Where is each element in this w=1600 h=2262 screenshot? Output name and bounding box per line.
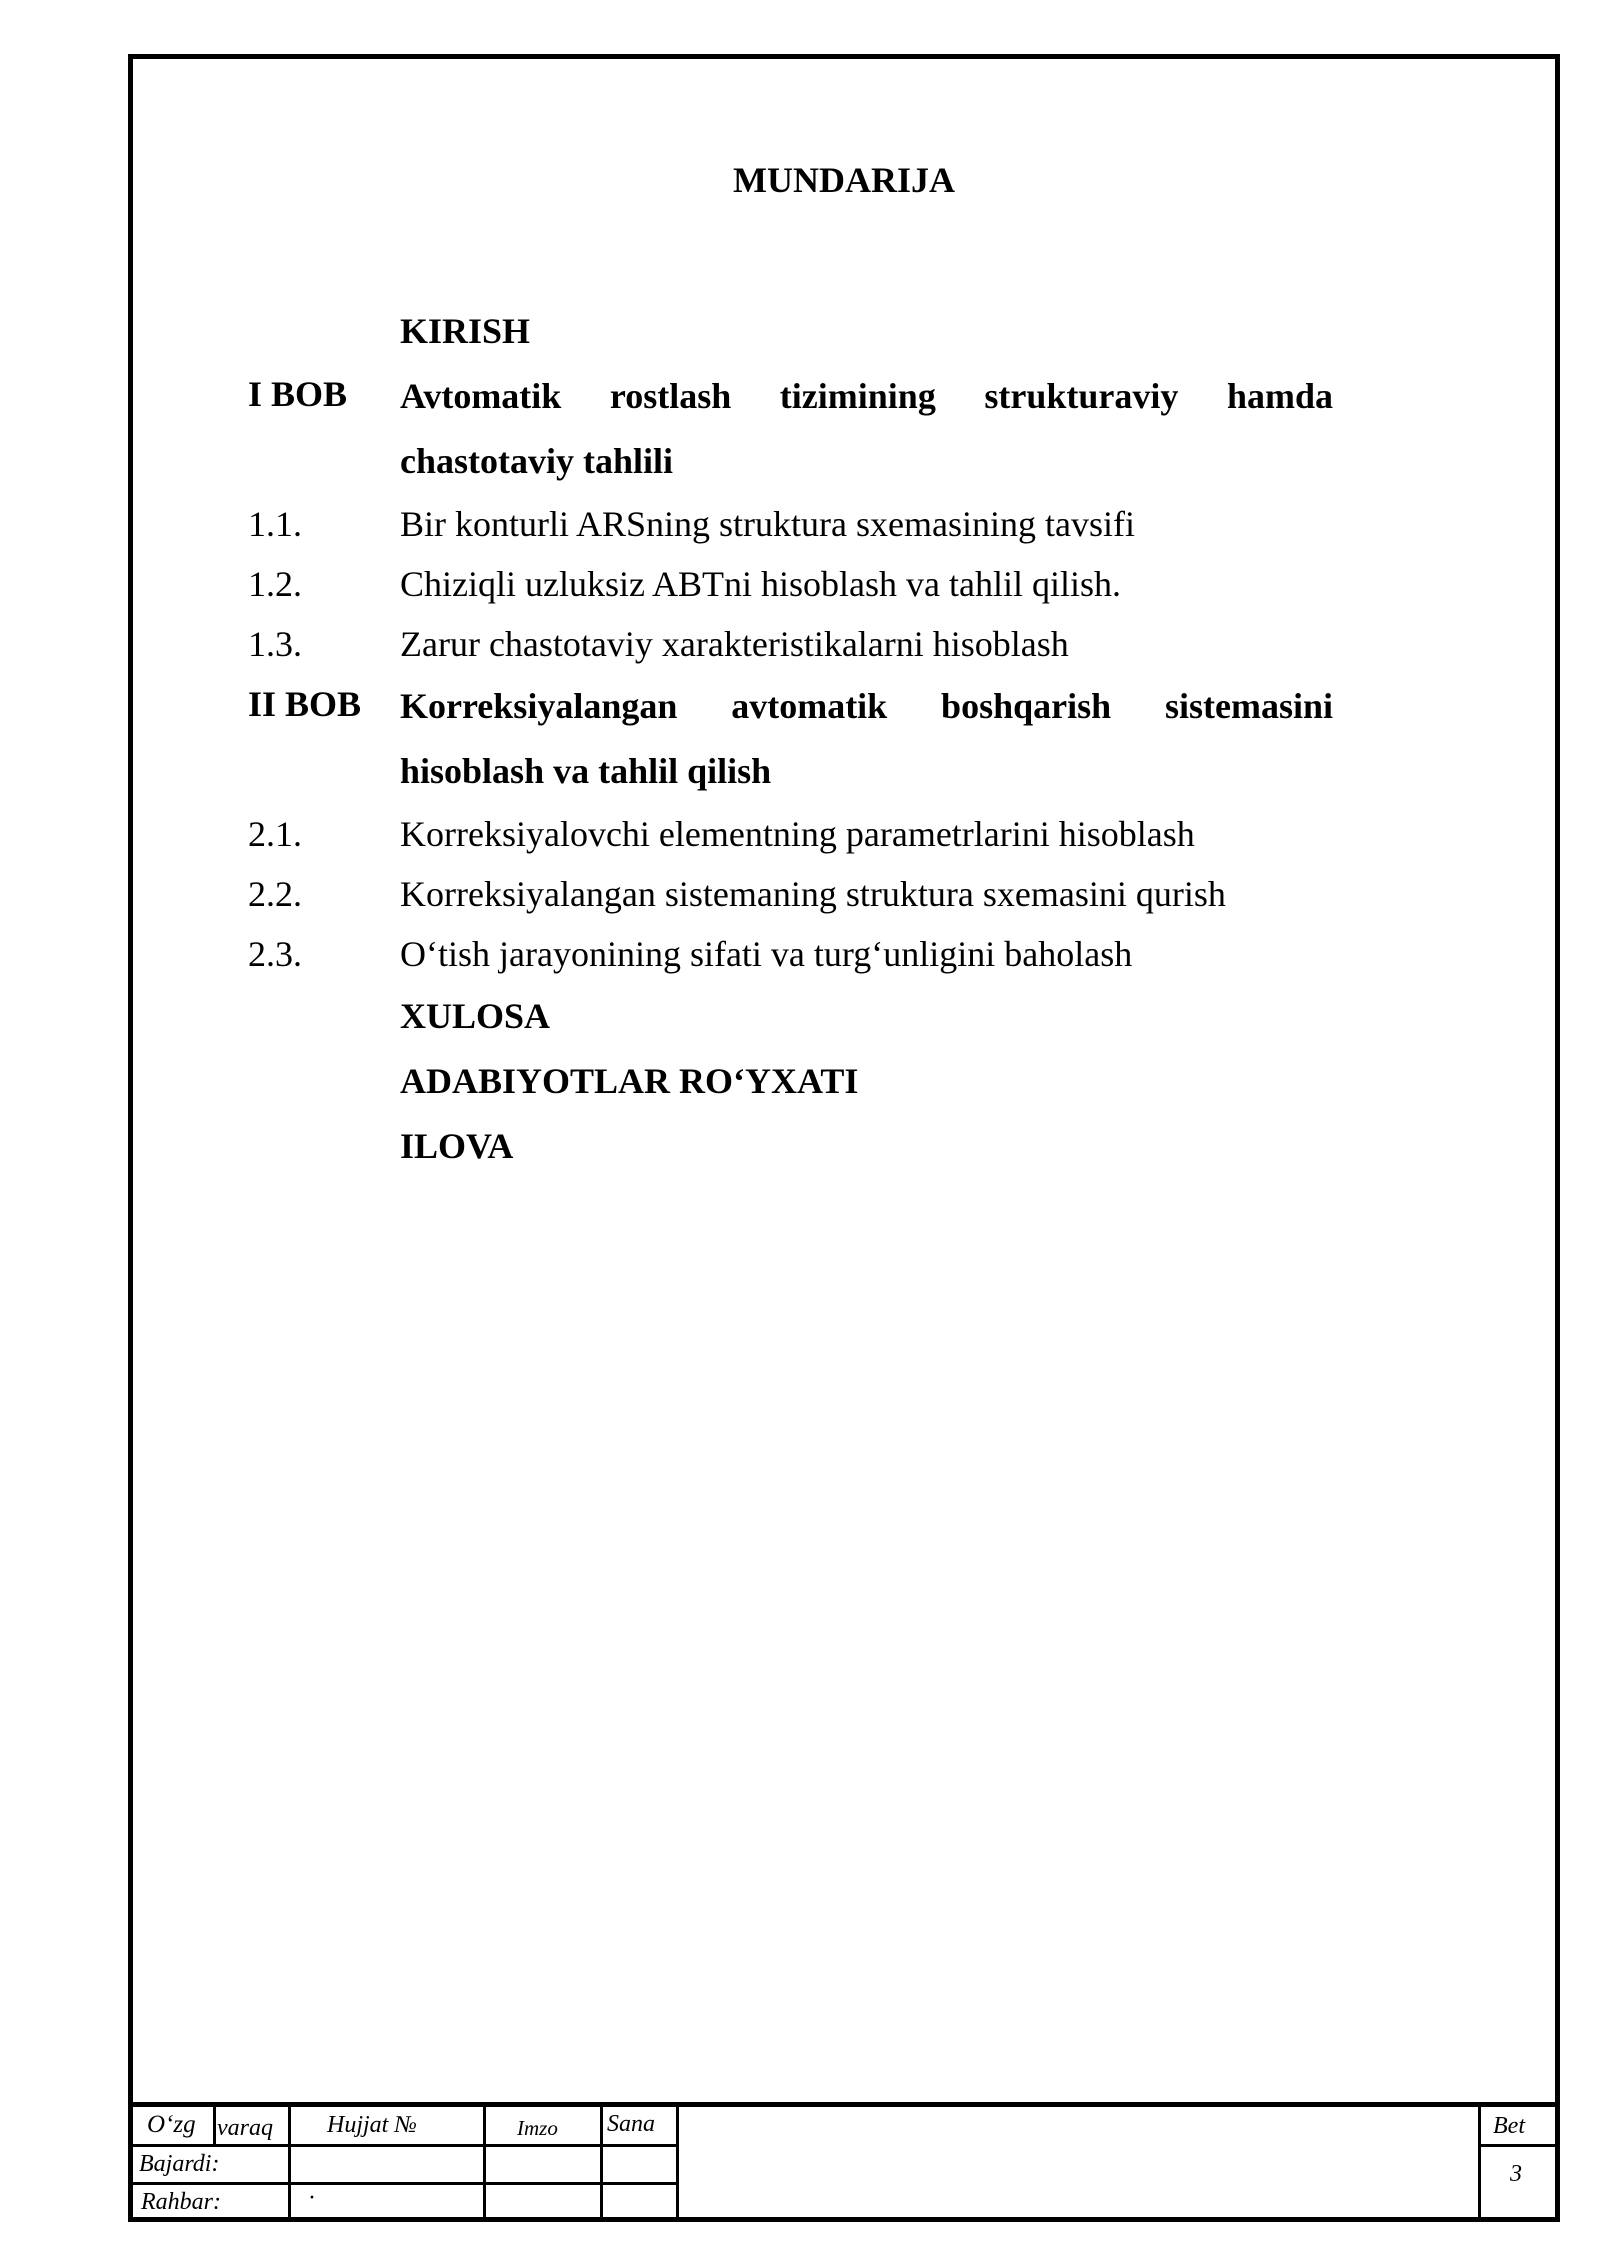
toc-text: Korreksiyalangan sistemaning struktura sxemasini qurish bbox=[400, 874, 1226, 914]
stamp-divider bbox=[1478, 2107, 1481, 2217]
page-title: MUNDARIJA bbox=[733, 160, 955, 200]
stamp-dot: · bbox=[308, 2185, 316, 2211]
toc-text: ILOVA bbox=[400, 1126, 514, 1166]
stamp-divider bbox=[600, 2107, 603, 2217]
toc-text: Korreksiyalovchi elementning parametrlarini hisoblash bbox=[400, 814, 1195, 854]
stamp-divider bbox=[133, 2182, 678, 2185]
toc-number: 1.1. bbox=[248, 504, 302, 544]
stamp-divider bbox=[483, 2107, 486, 2217]
stamp-bet-label: Bet bbox=[1493, 2113, 1525, 2139]
stamp-divider bbox=[676, 2107, 679, 2217]
toc-text: O‘tish jarayonining sifati va turg‘unligini baholash bbox=[400, 934, 1133, 974]
stamp-ozg-label: O‘zg bbox=[147, 2111, 196, 2138]
stamp-bajardi-label: Bajardi: bbox=[139, 2151, 220, 2177]
stamp-hujjat-label: Hujjat № bbox=[327, 2112, 417, 2138]
toc-text: Korreksiyalangan avtomatik boshqarish sistemasini hisoblash va tahlil qilish bbox=[400, 686, 1333, 791]
toc-number: 2.1. bbox=[248, 814, 302, 854]
toc-entry-1-3[interactable] bbox=[248, 614, 1333, 674]
toc-text: ADABIYOTLAR RO‘YXATI bbox=[400, 1061, 859, 1101]
stamp-varaq-label: varaq bbox=[217, 2115, 273, 2141]
stamp-divider bbox=[213, 2107, 216, 2147]
toc-entry-2-2[interactable] bbox=[248, 864, 1333, 924]
title-block-stamp bbox=[133, 2102, 1555, 2217]
toc-number: I BOB bbox=[248, 374, 348, 414]
toc-number bbox=[248, 299, 400, 364]
page-frame bbox=[128, 54, 1560, 2222]
toc-entry-1-1[interactable] bbox=[248, 494, 1333, 554]
stamp-rahbar-label: Rahbar: bbox=[141, 2189, 221, 2215]
table-of-contents bbox=[248, 299, 1333, 1179]
stamp-divider bbox=[1478, 2144, 1560, 2147]
toc-text: Avtomatik rostlash tizimining strukturaviy hamda chastotaviy tahlili bbox=[400, 376, 1333, 481]
toc-text: Bir konturli ARSning struktura sxemasining tavsifi bbox=[400, 504, 1135, 544]
toc-number: II BOB bbox=[248, 684, 362, 724]
toc-number bbox=[248, 1049, 400, 1114]
toc-entry-kirish[interactable] bbox=[248, 299, 1333, 364]
toc-entry-2-3[interactable] bbox=[248, 924, 1333, 984]
toc-number: 2.2. bbox=[248, 874, 302, 914]
toc-entry-2-1[interactable] bbox=[248, 804, 1333, 864]
toc-text: XULOSA bbox=[400, 996, 551, 1036]
toc-entry-1-2[interactable] bbox=[248, 554, 1333, 614]
toc-number bbox=[248, 984, 400, 1049]
stamp-sana-label: Sana bbox=[607, 2111, 655, 2137]
stamp-divider bbox=[133, 2144, 678, 2147]
toc-entry-adabiyotlar[interactable] bbox=[248, 1049, 1333, 1114]
toc-entry-xulosa[interactable] bbox=[248, 984, 1333, 1049]
stamp-page-number: 3 bbox=[1510, 2161, 1522, 2187]
toc-number: 2.3. bbox=[248, 934, 302, 974]
toc-text: Zarur chastotaviy xarakteristikalarni hisoblash bbox=[400, 624, 1069, 664]
toc-text: Chiziqli uzluksiz ABTni hisoblash va tahlil qilish. bbox=[400, 564, 1121, 604]
toc-text: KIRISH bbox=[400, 311, 531, 351]
toc-entry-ilova[interactable] bbox=[248, 1114, 1333, 1179]
toc-number: 1.2. bbox=[248, 564, 302, 604]
toc-number: 1.3. bbox=[248, 624, 302, 664]
toc-entry-chapter-2[interactable] bbox=[248, 674, 1333, 804]
toc-number bbox=[248, 1114, 400, 1179]
stamp-divider bbox=[288, 2107, 291, 2217]
stamp-imzo-label: Imzo bbox=[517, 2116, 558, 2140]
toc-entry-chapter-1[interactable] bbox=[248, 364, 1333, 494]
